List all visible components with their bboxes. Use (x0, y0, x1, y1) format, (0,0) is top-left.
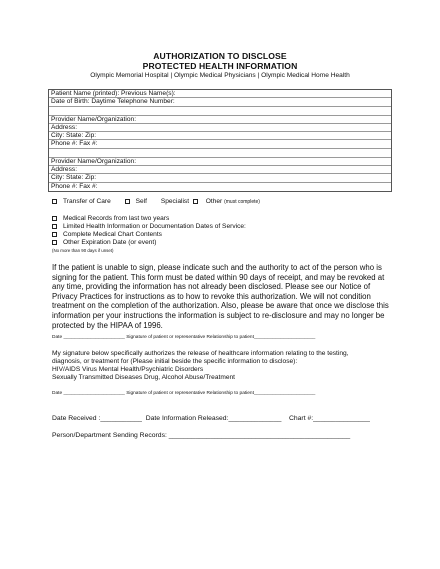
signature-line[interactable]: _______________________ (253, 391, 316, 396)
provider2-address-field[interactable]: Address: (49, 166, 391, 174)
checkbox-limited-info[interactable] (52, 224, 57, 229)
signature-line-1 (52, 335, 315, 340)
provider1-phone-field[interactable]: Phone #: Fax #: (49, 140, 391, 148)
checkbox-specialist[interactable] (193, 199, 198, 204)
provider1-address-field[interactable]: Address: (49, 124, 391, 132)
date-label: Date (52, 391, 63, 396)
signature-line[interactable]: _______________________ (253, 335, 316, 340)
checkbox-transfer[interactable] (52, 199, 57, 204)
provider1-name-field[interactable]: Provider Name/Organization: (49, 116, 391, 124)
label-specialist: Specialist (160, 198, 190, 205)
provider2-city-field[interactable]: City: State: Zip: (49, 174, 391, 182)
expiration-note: (No more than 90 days if unset) (52, 248, 114, 253)
label-transfer: Transfer of Care (63, 198, 111, 205)
authorization-line3: HIV/AIDS Virus Mental Health/Psychiatric Disorders (52, 365, 204, 373)
divider (49, 107, 391, 116)
divider (49, 149, 391, 158)
label-other-expiration: Other Expiration Date (or event) (63, 239, 157, 246)
form-title-line2: PROTECTED HEALTH INFORMATION (142, 61, 298, 71)
label-records-two-years: Medical Records from last two years (63, 215, 170, 222)
authorization-paragraph (52, 350, 392, 382)
other-note: (must complete) (224, 199, 260, 205)
records-checkboxes (52, 215, 246, 247)
signature-label: Signature of patient or representative Relationship to patient (126, 391, 254, 396)
signature-line-2 (52, 391, 315, 396)
checkbox-other-expiration[interactable] (52, 240, 57, 245)
authorization-line2: diagnosis, or treatment for (Please initial beside the specific information to disclose): (52, 357, 298, 365)
signature-label: Signature of patient or representative Relationship to patient (126, 335, 254, 340)
checkbox-records-two-years[interactable] (52, 216, 57, 221)
chart-number-field[interactable]: Chart #:_______________ (288, 415, 370, 422)
date-line[interactable]: _______________________ (63, 335, 125, 340)
checkbox-complete-chart[interactable] (52, 232, 57, 237)
purpose-checkboxes (52, 198, 260, 205)
dob-phone-field[interactable]: Date of Birth: Daytime Telephone Number: (49, 98, 391, 106)
form-title: AUTHORIZATION TO DISCLOSE (153, 51, 287, 61)
label-other: Other (205, 198, 223, 205)
date-line[interactable]: _______________________ (63, 391, 125, 396)
authorization-line4: Sexually Transmitted Diseases Drug, Alcohol Abuse/Treatment (52, 373, 236, 381)
authorization-line1: My signature below specifically authorizes the release of healthcare information relating to the testing, (52, 350, 349, 357)
patient-provider-box (48, 89, 392, 192)
sending-records-field[interactable]: Person/Department Sending Records: ________________________________________________ (52, 432, 351, 439)
provider2-name-field[interactable]: Provider Name/Organization: (49, 158, 391, 166)
checkbox-self[interactable] (125, 199, 130, 204)
date-released-field[interactable]: Date Information Released:______________ (145, 415, 282, 422)
label-complete-chart: Complete Medical Chart Contents (63, 231, 162, 238)
office-use-row (52, 415, 370, 422)
provider2-phone-field[interactable]: Phone #: Fax #: (51, 182, 98, 190)
instructions-paragraph: If the patient is unable to sign, please indicate such and the authority to act of the person who is signing for the patient. This form must be dated within 90 days of receipt, and may be revoked at any time, providing the information has not already been disclosed. Please see our Notice of Privacy Practices for instructions as to how to revoke this authorization. We will not condition treatment on the completion of the authorization. Also, please be aware that once we disclose this information per your instructions the information is subject to re-disclosure and may no longer be protected by the HIPAA of 1996. (52, 263, 389, 330)
date-received-field[interactable]: Date Received :___________ (52, 415, 142, 422)
organization-subtitle: Olympic Memorial Hospital | Olympic Medical Physicians | Olympic Medical Home Health (90, 72, 350, 79)
provider1-city-field[interactable]: City: State: Zip: (49, 132, 391, 140)
label-self: Self (135, 198, 147, 205)
date-label: Date (52, 335, 63, 340)
patient-name-field[interactable]: Patient Name (printed): Previous Name(s): (49, 90, 391, 98)
label-limited-info: Limited Health Information or Documentation Dates of Service: (63, 223, 246, 230)
